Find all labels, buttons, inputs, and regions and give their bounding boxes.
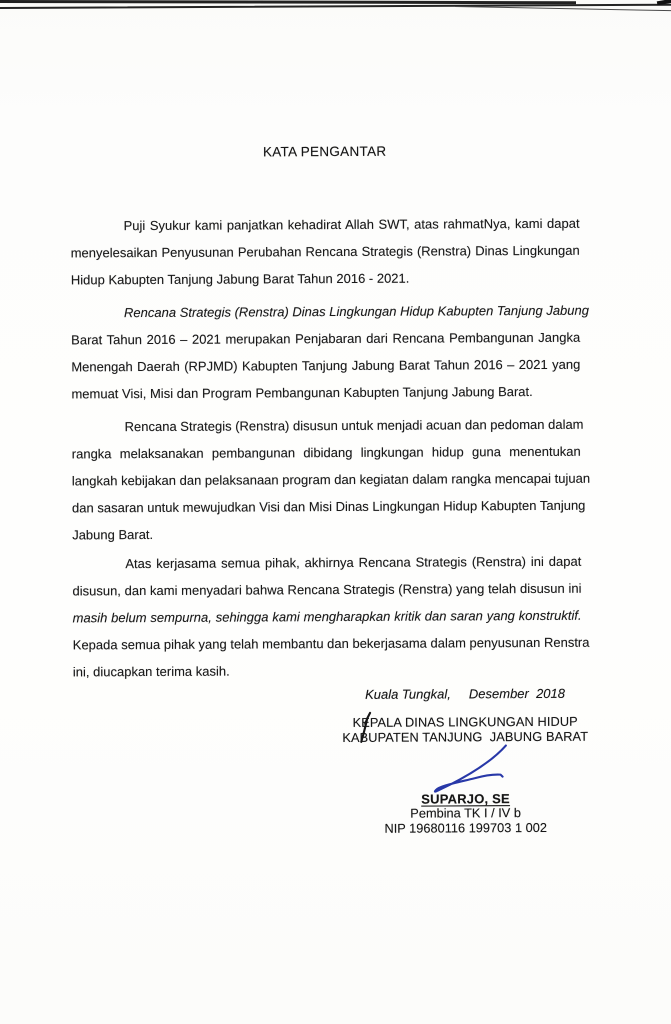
- paragraph-line: masih belum sempurna, sehingga kami mengharapkan kritik dan saran yang konstruktif.: [72, 607, 582, 626]
- paragraph-1: [70, 210, 579, 294]
- signature-ink: [428, 743, 513, 797]
- paragraph-line: Rencana Strategis (Renstra) Dinas Lingkungan Hidup Kabupten Tanjung Jabung: [123, 302, 590, 321]
- paragraph-line: Puji Syukur kami panjatkan kehadirat Allah SWT, atas rahmatNya, kami dapat: [123, 215, 580, 234]
- office-title-line-2: KABUPATEN TANJUNG JABUNG BARAT: [342, 728, 589, 745]
- signatory-nip: NIP 19680116 199703 1 002: [384, 819, 547, 836]
- paragraph-3: [71, 411, 591, 549]
- paragraph-line: Barat Tahun 2016 – 2021 merupakan Penjabaran dari Rencana Pembangunan Jangka: [71, 329, 581, 348]
- paragraph-line: disusun, dan kami menyadari bahwa Rencana Strategis (Renstra) yang telah disusun ini: [72, 580, 582, 599]
- paragraph-line: Jabung Barat.: [72, 526, 154, 543]
- paragraph-line: memuat Visi, Misi dan Program Pembangunan Kabupten Tanjung Jabung Barat.: [71, 383, 533, 402]
- pen-mark: [359, 711, 375, 745]
- paragraph-line: Hidup Kabupten Tanjung Jabung Barat Tahun 2016 - 2021.: [70, 270, 410, 288]
- office-title-line-1: KEPALA DINAS LINGKUNGAN HIDUP: [352, 713, 578, 730]
- paragraph-line: ini, diucapkan terima kasih.: [72, 663, 230, 680]
- signatory-rank: Pembina TK I / IV b: [410, 805, 522, 821]
- date-place-line: Kuala Tungkal, Desember 2018: [365, 685, 566, 702]
- signatory-name: SUPARJO, SE: [421, 791, 510, 807]
- paragraph-line: Atas kerjasama semua pihak, akhirnya Rencana Strategis (Renstra) ini dapat: [125, 553, 582, 572]
- paragraph-line: Rencana Strategis (Renstra) disusun untuk menjadi acuan dan pedoman dalam: [124, 416, 584, 435]
- paragraph-2: [71, 297, 590, 408]
- paragraph-line: Kepada semua pihak yang telah membantu dan bekerjasama dalam penyusunan Renstra: [72, 634, 590, 653]
- paragraph-line: langkah kebijakan dan pelaksanaan program dan kegiatan dalam rangka mencapai tujuan: [71, 470, 591, 489]
- paragraph-4: [72, 548, 590, 686]
- paragraph-line: Menengah Daerah (RPJMD) Kabupten Tanjung Jabung Barat Tahun 2016 – 2021 yang: [71, 356, 581, 375]
- signatory-identity: [296, 790, 636, 836]
- paragraph-line: menyelesaikan Penyusunan Perubahan Rencana Strategis (Renstra) Dinas Lingkungan: [70, 242, 580, 261]
- paragraph-line: rangka melaksanakan pembangunan dibidang lingkungan hidup guna menentukan: [71, 443, 581, 462]
- paragraph-line: dan sasaran untuk mewujudkan Visi dan Misi Dinas Lingkungan Hidup Kabupten Tanjung: [71, 497, 586, 516]
- page-title: KATA PENGANTAR: [262, 143, 387, 160]
